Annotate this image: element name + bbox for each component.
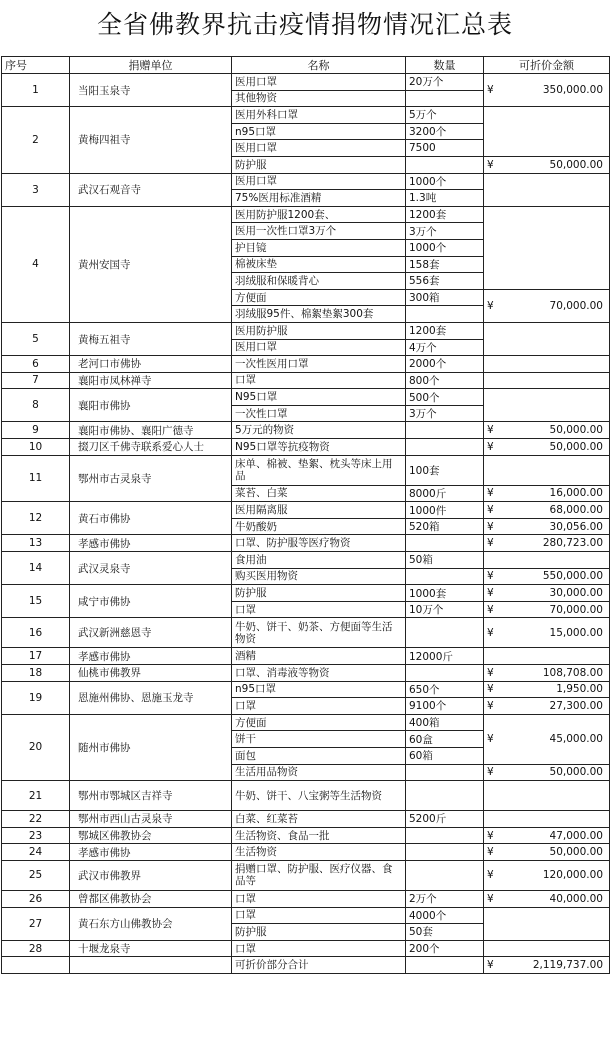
item-qty: 500个 <box>406 389 484 406</box>
item-qty <box>406 422 484 439</box>
amount-cell: ¥ 550,000.00 <box>484 568 610 585</box>
item-qty <box>406 764 484 781</box>
table-row <box>2 907 610 924</box>
table-row <box>2 618 610 648</box>
item-qty: 4000个 <box>406 907 484 924</box>
total-empty <box>2 957 70 974</box>
item-qty: 520箱 <box>406 518 484 535</box>
amount-cell <box>484 356 610 373</box>
item-qty: 650个 <box>406 681 484 698</box>
table-row <box>2 372 610 389</box>
item-name: 医用防护服1200套、 <box>232 206 406 223</box>
donor-name: 襄阳市佛协 <box>70 389 232 422</box>
table-row <box>2 860 610 890</box>
donor-name: 鄂城区佛教协会 <box>70 827 232 844</box>
table-row <box>2 206 610 223</box>
amount-cell: ¥ 280,723.00 <box>484 535 610 552</box>
table-row <box>2 665 610 682</box>
item-name: 饼干 <box>232 731 406 748</box>
donor-name: 黄梅五祖寺 <box>70 322 232 355</box>
item-name: 生活物资 <box>232 844 406 861</box>
page-title: 全省佛教界抗击疫情捐物情况汇总表 <box>96 10 513 39</box>
table-row <box>2 781 610 811</box>
item-qty: 1200套 <box>406 322 484 339</box>
table-row <box>2 844 610 861</box>
amount-cell <box>484 648 610 665</box>
item-qty: 9100个 <box>406 698 484 715</box>
donor-name: 咸宁市佛协 <box>70 585 232 618</box>
table-row <box>2 890 610 907</box>
table-row <box>2 535 610 552</box>
row-number: 13 <box>2 535 70 552</box>
donor-name: 武汉灵泉寺 <box>70 552 232 585</box>
amount-cell <box>484 107 610 157</box>
row-number: 17 <box>2 648 70 665</box>
table-body <box>2 74 610 957</box>
item-qty: 3万个 <box>406 223 484 240</box>
table-row <box>2 940 610 957</box>
item-name: n95口罩 <box>232 123 406 140</box>
header-no: 序号 <box>2 57 70 74</box>
row-number: 12 <box>2 502 70 535</box>
item-qty: 400箱 <box>406 714 484 731</box>
table-row <box>2 552 610 569</box>
item-name: 生活物资、食品一批 <box>232 827 406 844</box>
amount-cell <box>484 552 610 569</box>
row-number: 23 <box>2 827 70 844</box>
item-qty: 800个 <box>406 372 484 389</box>
amount-cell <box>484 940 610 957</box>
item-name: 羽绒服和保暖背心 <box>232 273 406 290</box>
item-name: 5万元的物资 <box>232 422 406 439</box>
item-qty <box>406 568 484 585</box>
item-qty: 5万个 <box>406 107 484 124</box>
header-org: 捐赠单位 <box>70 57 232 74</box>
donor-name: 襄阳市佛协、襄阳广德寺 <box>70 422 232 439</box>
amount-cell: ¥ 47,000.00 <box>484 827 610 844</box>
item-name: 牛奶、饼干、八宝粥等生活物资 <box>232 781 406 811</box>
amount-cell <box>484 907 610 940</box>
donor-name: 随州市佛协 <box>70 714 232 780</box>
table-row <box>2 173 610 190</box>
item-name: 口罩、防护服等医疗物资 <box>232 535 406 552</box>
row-number: 22 <box>2 811 70 828</box>
item-qty <box>406 860 484 890</box>
item-name: 牛奶酸奶 <box>232 518 406 535</box>
item-name: 医用口罩 <box>232 339 406 356</box>
donor-name: 恩施州佛协、恩施玉龙寺 <box>70 681 232 714</box>
row-number: 5 <box>2 322 70 355</box>
header-item: 名称 <box>232 57 406 74</box>
amount-cell: ¥ 27,300.00 <box>484 698 610 715</box>
row-number: 6 <box>2 356 70 373</box>
amount-cell: ¥ 40,000.00 <box>484 890 610 907</box>
item-name: 医用隔离服 <box>232 502 406 519</box>
table-row <box>2 107 610 124</box>
amount-cell: ¥ 70,000.00 <box>484 289 610 322</box>
item-name: 口罩 <box>232 698 406 715</box>
donor-name: 黄石东方山佛教协会 <box>70 907 232 940</box>
donor-name: 孝感市佛协 <box>70 844 232 861</box>
item-name: 床单、棉被、垫絮、枕头等床上用品 <box>232 455 406 485</box>
row-number: 20 <box>2 714 70 780</box>
item-qty: 3万个 <box>406 405 484 422</box>
amount-cell: ¥ 350,000.00 <box>484 74 610 107</box>
item-name: 方便面 <box>232 289 406 306</box>
item-name: 菜苔、白菜 <box>232 485 406 502</box>
table-row <box>2 681 610 698</box>
donor-name: 黄梅四祖寺 <box>70 107 232 173</box>
item-name: 医用一次性口罩3万个 <box>232 223 406 240</box>
item-qty: 7500 <box>406 140 484 157</box>
item-qty: 12000斤 <box>406 648 484 665</box>
donor-name: 鄂州市古灵泉寺 <box>70 455 232 502</box>
item-qty: 200个 <box>406 940 484 957</box>
row-number: 9 <box>2 422 70 439</box>
item-name: 医用外科口罩 <box>232 107 406 124</box>
row-number: 19 <box>2 681 70 714</box>
row-number: 21 <box>2 781 70 811</box>
row-number: 3 <box>2 173 70 206</box>
amount-cell: ¥ 50,000.00 <box>484 764 610 781</box>
table-row <box>2 827 610 844</box>
row-number: 25 <box>2 860 70 890</box>
item-name: 防护服 <box>232 924 406 941</box>
item-qty <box>406 844 484 861</box>
item-qty: 3200个 <box>406 123 484 140</box>
header-amount: 可折价金额 <box>484 57 610 74</box>
item-name: 方便面 <box>232 714 406 731</box>
amount-cell <box>484 173 610 206</box>
amount-cell: ¥ 15,000.00 <box>484 618 610 648</box>
donor-name: 掇刀区千佛寺联系爱心人士 <box>70 439 232 456</box>
amount-cell: ¥ 120,000.00 <box>484 860 610 890</box>
row-number: 10 <box>2 439 70 456</box>
row-number: 7 <box>2 372 70 389</box>
donor-name: 十堰龙泉寺 <box>70 940 232 957</box>
item-name: 棉被床垫 <box>232 256 406 273</box>
donor-name: 鄂州市鄂城区吉祥寺 <box>70 781 232 811</box>
amount-cell: ¥ 30,056.00 <box>484 518 610 535</box>
amount-cell <box>484 322 610 355</box>
item-qty <box>406 781 484 811</box>
row-number: 27 <box>2 907 70 940</box>
item-name: 医用防护服 <box>232 322 406 339</box>
item-qty: 1000个 <box>406 173 484 190</box>
total-row <box>2 957 610 974</box>
item-qty <box>406 156 484 173</box>
amount-cell: ¥ 50,000.00 <box>484 422 610 439</box>
row-number: 26 <box>2 890 70 907</box>
row-number: 15 <box>2 585 70 618</box>
row-number: 18 <box>2 665 70 682</box>
row-number: 2 <box>2 107 70 173</box>
amount-cell: ¥ 70,000.00 <box>484 601 610 618</box>
donor-name: 武汉新洲慈恩寺 <box>70 618 232 648</box>
donor-name: 老河口市佛协 <box>70 356 232 373</box>
amount-cell: ¥ 50,000.00 <box>484 439 610 456</box>
item-name: 面包 <box>232 747 406 764</box>
item-qty <box>406 306 484 323</box>
item-qty: 2000个 <box>406 356 484 373</box>
item-qty: 100套 <box>406 455 484 485</box>
item-name: N95口罩 <box>232 389 406 406</box>
donor-name: 孝感市佛协 <box>70 648 232 665</box>
amount-cell <box>484 811 610 828</box>
amount-cell <box>484 372 610 389</box>
item-name: 一次性医用口罩 <box>232 356 406 373</box>
item-qty: 2万个 <box>406 890 484 907</box>
item-qty: 1000件 <box>406 502 484 519</box>
item-qty: 158套 <box>406 256 484 273</box>
table-row <box>2 585 610 602</box>
donor-name: 武汉石观音寺 <box>70 173 232 206</box>
amount-cell: ¥ 45,000.00 <box>484 714 610 764</box>
row-number: 14 <box>2 552 70 585</box>
item-name: N95口罩等抗疫物资 <box>232 439 406 456</box>
total-amount: ¥ 2,119,737.00 <box>484 957 610 974</box>
amount-cell: ¥ 1,950.00 <box>484 681 610 698</box>
item-qty: 1000个 <box>406 239 484 256</box>
item-qty: 60盒 <box>406 731 484 748</box>
item-name: 口罩 <box>232 940 406 957</box>
table-row <box>2 811 610 828</box>
item-qty: 1.3吨 <box>406 190 484 207</box>
item-name: 一次性口罩 <box>232 405 406 422</box>
row-number: 24 <box>2 844 70 861</box>
item-qty <box>406 439 484 456</box>
donor-name: 襄阳市凤林禅寺 <box>70 372 232 389</box>
item-qty: 4万个 <box>406 339 484 356</box>
row-number: 8 <box>2 389 70 422</box>
total-label: 可折价部分合计 <box>232 957 406 974</box>
item-name: 护目镜 <box>232 239 406 256</box>
item-name: 防护服 <box>232 156 406 173</box>
amount-cell: ¥ 68,000.00 <box>484 502 610 519</box>
row-number: 1 <box>2 74 70 107</box>
amount-cell: ¥ 50,000.00 <box>484 844 610 861</box>
header-row <box>2 57 610 74</box>
table-row <box>2 648 610 665</box>
item-name: 捐赠口罩、防护服、医疗仪器、食品等 <box>232 860 406 890</box>
item-name: 口罩 <box>232 907 406 924</box>
item-name: 口罩 <box>232 601 406 618</box>
amount-cell: ¥ 16,000.00 <box>484 485 610 502</box>
table-row <box>2 455 610 485</box>
donation-table <box>1 56 610 974</box>
row-number: 28 <box>2 940 70 957</box>
row-number: 16 <box>2 618 70 648</box>
item-qty: 60箱 <box>406 747 484 764</box>
table-row <box>2 322 610 339</box>
item-name: 医用口罩 <box>232 140 406 157</box>
item-name: 白菜、红菜苔 <box>232 811 406 828</box>
item-name: 医用口罩 <box>232 173 406 190</box>
item-name: 牛奶、饼干、奶茶、方便面等生活物资 <box>232 618 406 648</box>
amount-cell: ¥ 50,000.00 <box>484 156 610 173</box>
donor-name: 黄石市佛协 <box>70 502 232 535</box>
item-qty: 1200套 <box>406 206 484 223</box>
table-row <box>2 356 610 373</box>
item-name: n95口罩 <box>232 681 406 698</box>
table-row <box>2 389 610 406</box>
item-name: 75%医用标准酒精 <box>232 190 406 207</box>
donor-name: 仙桃市佛教界 <box>70 665 232 682</box>
item-name: 口罩 <box>232 372 406 389</box>
table-row <box>2 714 610 731</box>
item-qty <box>406 827 484 844</box>
total-empty <box>406 957 484 974</box>
item-qty <box>406 618 484 648</box>
item-qty: 1000套 <box>406 585 484 602</box>
item-qty: 8000斤 <box>406 485 484 502</box>
item-name: 医用口罩 <box>232 74 406 91</box>
item-qty <box>406 665 484 682</box>
item-name: 食用油 <box>232 552 406 569</box>
donor-name: 当阳玉泉寺 <box>70 74 232 107</box>
item-qty <box>406 535 484 552</box>
amount-cell <box>484 781 610 811</box>
item-qty: 10万个 <box>406 601 484 618</box>
donor-name: 鄂州市西山古灵泉寺 <box>70 811 232 828</box>
amount-cell <box>484 206 610 289</box>
item-name: 生活用品物资 <box>232 764 406 781</box>
table-row <box>2 502 610 519</box>
item-qty <box>406 90 484 107</box>
item-qty: 5200斤 <box>406 811 484 828</box>
item-qty: 556套 <box>406 273 484 290</box>
donor-name: 孝感市佛协 <box>70 535 232 552</box>
table-row <box>2 439 610 456</box>
table-row <box>2 74 610 91</box>
item-name: 羽绒服95件、棉絮垫絮300套 <box>232 306 406 323</box>
item-qty: 50套 <box>406 924 484 941</box>
table-row <box>2 422 610 439</box>
amount-cell: ¥ 108,708.00 <box>484 665 610 682</box>
total-empty <box>70 957 232 974</box>
donor-name: 黄州安国寺 <box>70 206 232 322</box>
item-qty: 300箱 <box>406 289 484 306</box>
item-name: 口罩 <box>232 890 406 907</box>
donor-name: 武汉市佛教界 <box>70 860 232 890</box>
item-qty: 50箱 <box>406 552 484 569</box>
amount-cell <box>484 455 610 485</box>
row-number: 4 <box>2 206 70 322</box>
item-name: 购买医用物资 <box>232 568 406 585</box>
item-name: 口罩、消毒液等物资 <box>232 665 406 682</box>
item-name: 其他物资 <box>232 90 406 107</box>
donor-name: 曾都区佛教协会 <box>70 890 232 907</box>
item-name: 防护服 <box>232 585 406 602</box>
item-name: 酒精 <box>232 648 406 665</box>
header-qty: 数量 <box>406 57 484 74</box>
amount-cell: ¥ 30,000.00 <box>484 585 610 602</box>
item-qty: 20万个 <box>406 74 484 91</box>
amount-cell <box>484 389 610 422</box>
row-number: 11 <box>2 455 70 502</box>
